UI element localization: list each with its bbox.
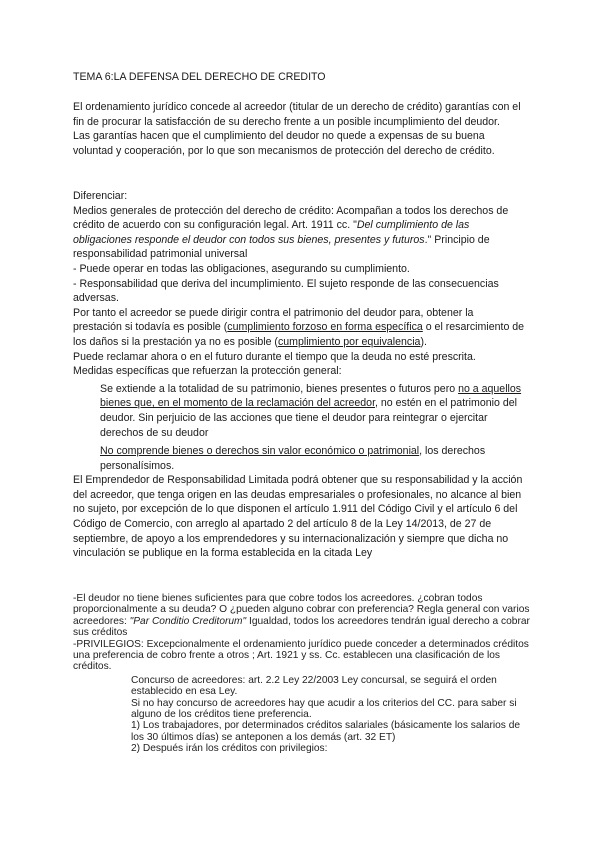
indented-paragraph: Concurso de acreedores: art. 2.2 Ley 22/2003 Ley concursal, se seguirá el orden establecido en esa Ley. [131,674,497,698]
paragraph: -PRIVILEGIOS: Excepcionalmente el ordenamiento jurídico puede conceder a determinados créditos una preferencia de cobro frente a otros ; Art. 1921 y ss. Cc. establecen una clasificación de los créditos. [73,638,529,673]
intro-section [73,100,525,158]
main-section [73,189,525,561]
paragraph: El ordenamiento jurídico concede al acreedor (titular de un derecho de crédito) garantías con el fin de procurar la satisfacción de su derecho frente a un posible incumplimiento del deudor. [73,101,521,128]
indented-paragraph: Se extiende a la totalidad de su patrimonio, bienes presentes o futuros pero no a aquellos bienes que, en el momento de la reclamación del acreedor, no estén en el patrimonio del deudor. Sin perjuicio de las acciones que tiene el deudor para reintegrar o ejercitar derechos de su deudor [100,382,522,439]
paragraph: Las garantías hacen que el cumplimiento del deudor no quede a expensas de su buena voluntad y cooperación, por lo que son mecanismos de protección del derecho de crédito. [73,130,495,157]
paragraph: - Responsabilidad que deriva del incumplimiento. El sujeto responde de las consecuencias adversas. [73,277,499,305]
quote: Del cumplimiento de las obligaciones responde el deudor con todos sus bienes, presentes y futuros [73,219,470,246]
quote: "Par Conditio Creditorum" [129,615,247,627]
paragraph: El Emprendedor de Responsabilidad Limitada podrá obtener que su responsabilidad y la acción del acreedor, que tenga origen en las deudas empresariales o profesionales, no alcance al bien no sujeto, por excepción de lo que disponen el artículo 1.911 del Código Civil y el artículo 6 del Código de Comercio, con arreglo al apartado 2 del artículo 8 de la Ley 14/2013, de 27 de septiembre, de apoyo a los emprendedores y su internacionalización y siempre que dicha no vinculación se publique en la forma establecida en la citada Ley [73,474,523,560]
paragraph: Medios generales de protección del derecho de crédito: Acompañan a todos los derechos de crédito de acuerdo con su configuración legal. Art. 1911 cc. "Del cumplimiento de las obligaciones responde el deudor con todos sus bienes, presentes y futuros." Principio de responsabilidad patrimonial universal [73,204,509,261]
paragraph: Puede reclamar ahora o en el futuro durante el tiempo que la deuda no esté prescrita. [73,350,476,363]
indented-paragraph: No comprende bienes o derechos sin valor económico o patrimonial, los derechos personalísimos. [100,445,486,472]
paragraph: Diferenciar: [73,190,128,202]
paragraph: Medidas específicas que refuerzan la protección general: [73,365,342,378]
indented-paragraph: 2) Después irán los créditos con privilegios: [131,743,328,755]
second-section [73,593,533,755]
paragraph: -El deudor no tiene bienes suficientes para que cobre todos los acreedores. ¿cobran todos proporcionalmente a su deuda? O ¿pueden alguno cobrar con preferencia? Regla general con varios acreedores: "Par Conditio Creditorum" Igualdad, todos los acreedores tendrán igual derecho a cobrar sus créditos [73,593,530,639]
indented-paragraph: 1) Los trabajadores, por determinados créditos salariales (básicamente los salarios de los 30 últimos días) se anteponen a los demás (art. 32 ET) [131,720,521,743]
indented-paragraph: Si no hay concurso de acreedores hay que acudir a los criterios del CC. para saber si alguno de los créditos tiene preferencia. [131,697,517,721]
paragraph: Por tanto el acreedor se puede dirigir contra el patrimonio del deudor para, obtener la prestación si todavía es posible (cumplimiento forzoso en forma específica o el resarcimiento de los daños si la prestación ya no es posible (cumplimiento por equivalencia). [73,306,525,348]
document-title: TEMA 6:LA DEFENSA DEL DERECHO DE CREDITO [73,71,326,83]
paragraph: - Puede operar en todas las obligaciones, asegurando su cumplimiento. [73,262,410,275]
